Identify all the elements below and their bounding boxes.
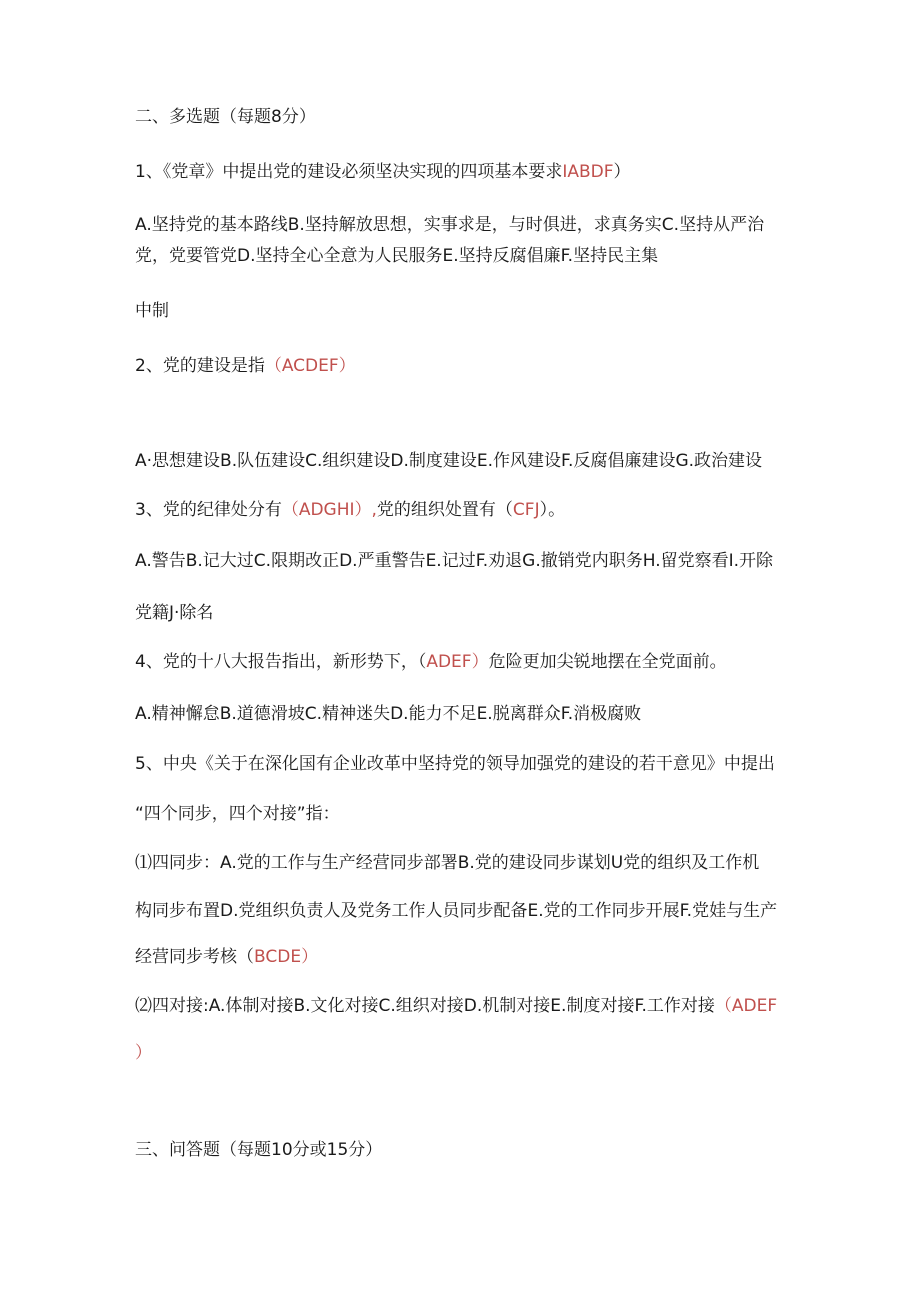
question-4-stem <box>135 651 727 673</box>
question-2-options: A·思想建设B.队伍建设C.组织建设D.制度建设E.作风建设F.反腐倡廉建设G.政治建设 <box>135 451 763 471</box>
question-3-close: ）。 <box>539 500 566 520</box>
question-3-options-line-2: 党籍J·除名 <box>135 603 214 623</box>
question-5-part-2 <box>135 995 777 1017</box>
question-2-answer: （ACDEF） <box>264 356 356 376</box>
question-1-close: ） <box>613 162 631 182</box>
question-1-options-line-1: A.坚持党的基本路线B.坚持解放思想，实事求是，与时俱进，求真务实C.坚持从严治 <box>135 215 765 235</box>
question-4-text: 4、党的十八大报告指出，新形势下，（ <box>135 652 427 672</box>
question-5-stem-line-2: “四个同步，四个对接”指： <box>135 804 340 824</box>
question-4-tail: 危险更加尖锐地摆在全党面前。 <box>488 652 727 672</box>
question-4-answer: ADEF） <box>426 652 489 672</box>
section-title-multiple-choice: 二、多选题（每题8分） <box>135 107 316 127</box>
question-1-options-line-3: 中制 <box>135 301 169 321</box>
question-3-stem <box>135 499 565 521</box>
question-5-part-1-line-3 <box>135 946 318 968</box>
question-5-part-2-answer-close: ） <box>135 1043 152 1063</box>
question-4-options: A.精神懈怠B.道德滑坡C.精神迷失D.能力不足E.脱离群众F.消极腐败 <box>135 704 642 724</box>
question-5-part-1-text: 经营同步考核（ <box>135 947 254 967</box>
question-5-part-1-line-1: ⑴四同步：A.党的工作与生产经营同步部署B.党的建设同步谋划U党的组织及工作机 <box>135 853 760 873</box>
question-3-text: 3、党的纪律处分有 <box>135 500 282 520</box>
question-5-part-1-line-2: 构同步布置D.党组织负责人及党务工作人员同步配备E.党的工作同步开展F.党娃与生产 <box>135 901 778 921</box>
question-5-part-1-answer: BCDE） <box>254 947 319 967</box>
section-title-qa: 三、问答题（每题10分或15分） <box>135 1140 383 1160</box>
question-3-options-line-1: A.警告B.记大过C.限期改正D.严重警告E.记过F.劝退G.撤销党内职务H.留党察看I.开除 <box>135 551 774 571</box>
question-1-options-line-2: 党，党要管党D.坚持全心全意为人民服务E.坚持反腐倡廉F.坚持民主集 <box>135 246 659 266</box>
question-3-answer-2: CFJ <box>512 500 540 520</box>
question-5-part-2-text: ⑵四对接:A.体制对接B.文化对接C.组织对接D.机制对接E.制度对接F.工作对接 <box>135 996 715 1016</box>
question-1-text: 1、《党章》中提出党的建设必须坚决实现的四项基本要求 <box>135 162 563 182</box>
question-2-stem <box>135 355 356 377</box>
question-5-part-2-answer: （ADEF <box>714 996 778 1016</box>
question-2-text: 2、党的建设是指 <box>135 356 265 376</box>
question-3-answer-1: （ADGHI）, <box>281 500 377 520</box>
question-5-stem-line-1: 5、中央《关于在深化国有企业改革中坚持党的领导加强党的建设的若干意见》中提出 <box>135 754 775 774</box>
question-3-mid: 党的组织处置有（ <box>376 500 513 520</box>
question-1-answer: IABDF <box>562 162 614 182</box>
question-1-stem <box>135 161 631 183</box>
